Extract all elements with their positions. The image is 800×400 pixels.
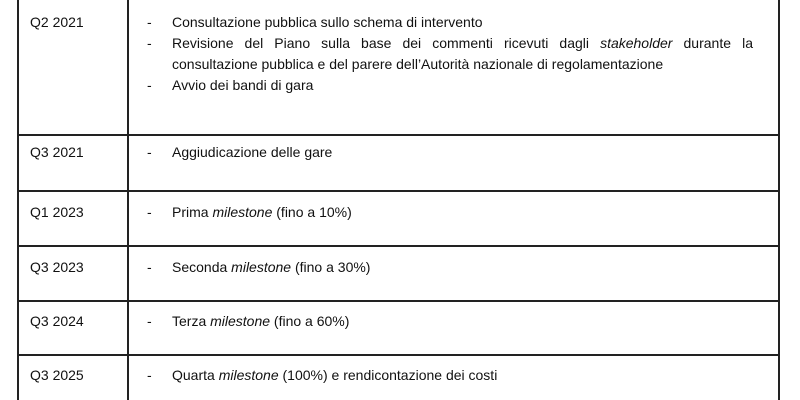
item-text: Avvio dei bandi di gara (172, 77, 314, 93)
item-text: Consultazione pubblica sullo schema di intervento (172, 14, 483, 30)
timeline-table (17, 0, 780, 400)
list-item (147, 75, 753, 96)
row-items (147, 142, 753, 163)
row-period: Q2 2021 (30, 14, 84, 30)
list-item (147, 33, 753, 75)
row-period: Q3 2025 (30, 367, 84, 383)
table-column-divider (127, 0, 129, 400)
item-text: Revisione del Piano sulla base dei commenti ricevuti dagli stakeholder durante la consultazione pubblica e del parere dell’Autorità nazionale di regolamentazione (172, 35, 753, 72)
bullet-dash: - (147, 77, 152, 93)
item-text: Prima milestone (fino a 10%) (172, 204, 352, 220)
list-item (147, 202, 753, 223)
item-text: Terza milestone (fino a 60%) (172, 313, 350, 329)
item-text: Aggiudicazione delle gare (172, 144, 333, 160)
list-item (147, 12, 753, 33)
row-items (147, 365, 753, 386)
bullet-dash: - (147, 204, 152, 220)
row-items (147, 257, 753, 278)
row-period: Q3 2021 (30, 144, 84, 160)
table-row-divider (17, 134, 780, 136)
bullet-dash: - (147, 259, 152, 275)
list-item (147, 257, 753, 278)
list-item (147, 365, 753, 386)
row-period: Q3 2023 (30, 259, 84, 275)
row-items (147, 311, 753, 332)
table-border-left (17, 0, 19, 400)
row-items (147, 202, 753, 223)
item-text: Quarta milestone (100%) e rendicontazione dei costi (172, 367, 498, 383)
list-item (147, 142, 753, 163)
item-text: Seconda milestone (fino a 30%) (172, 259, 371, 275)
table-border-right (778, 0, 780, 400)
bullet-dash: - (147, 144, 152, 160)
bullet-dash: - (147, 35, 152, 51)
row-period: Q3 2024 (30, 313, 84, 329)
table-row-divider (17, 354, 780, 356)
bullet-dash: - (147, 14, 152, 30)
row-period: Q1 2023 (30, 204, 84, 220)
bullet-dash: - (147, 367, 152, 383)
table-row-divider (17, 190, 780, 192)
list-item (147, 311, 753, 332)
row-items (147, 12, 753, 96)
table-row-divider (17, 300, 780, 302)
bullet-dash: - (147, 313, 152, 329)
table-row-divider (17, 245, 780, 247)
